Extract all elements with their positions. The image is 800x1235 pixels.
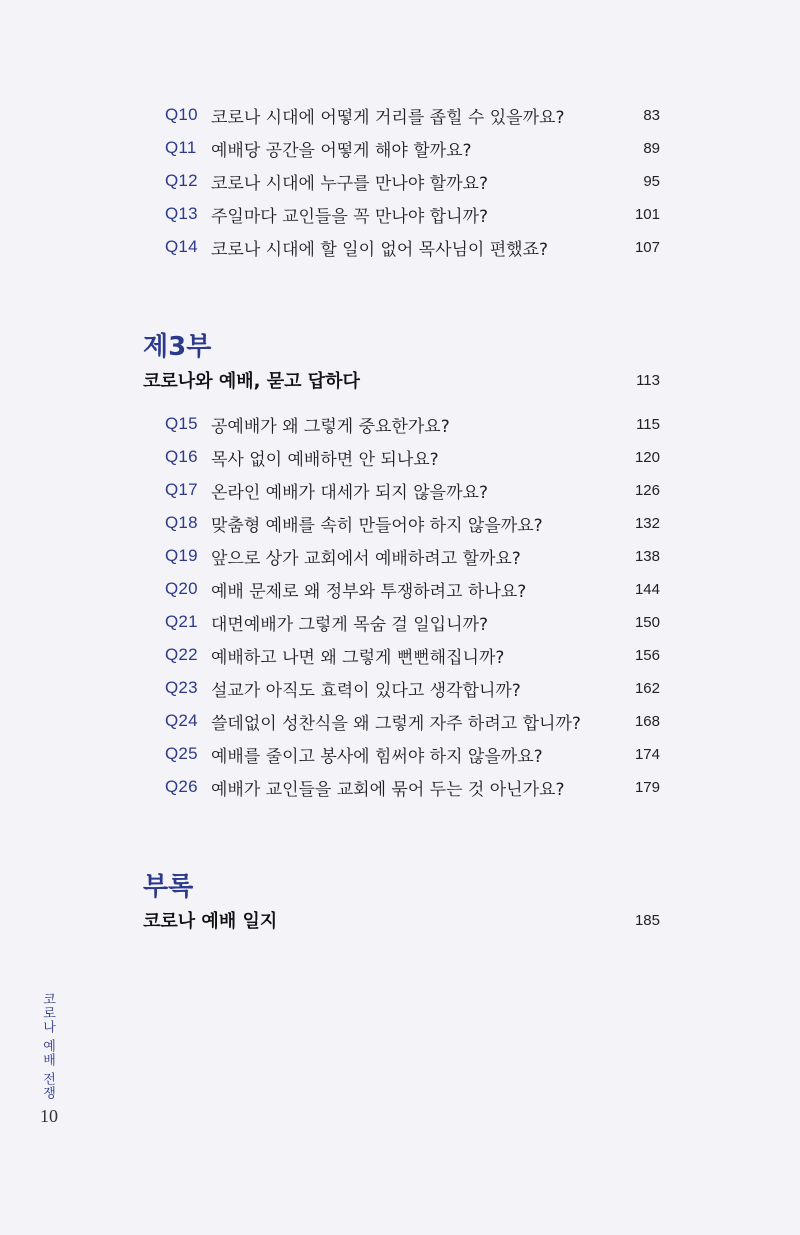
question-number: Q18 bbox=[165, 513, 198, 532]
question-title: 예배 문제로 왜 정부와 투쟁하려고 하나요? bbox=[211, 581, 527, 602]
page-ref: 115 bbox=[636, 415, 660, 433]
question-number: Q19 bbox=[165, 546, 198, 565]
page-ref: 113 bbox=[636, 371, 660, 389]
question-title: 쓸데없이 성찬식을 왜 그렇게 자주 하려고 합니까? bbox=[211, 713, 581, 734]
toc-entry bbox=[165, 773, 660, 801]
question-number: Q11 bbox=[165, 138, 197, 157]
page-ref: 138 bbox=[634, 547, 660, 565]
toc-entry bbox=[165, 608, 660, 636]
question-title: 주일마다 교인들을 꼭 만나야 합니까? bbox=[211, 206, 488, 227]
toc-entry bbox=[165, 200, 660, 228]
question-number: Q10 bbox=[165, 105, 198, 124]
question-title: 예배를 줄이고 봉사에 힘써야 하지 않을까요? bbox=[211, 746, 543, 767]
part-title: 코로나와 예배, 묻고 답하다 bbox=[143, 371, 360, 392]
part-label: 제3부 bbox=[143, 332, 212, 362]
question-title: 예배하고 나면 왜 그렇게 뻔뻔해집니까? bbox=[211, 647, 505, 668]
appendix-title: 코로나 예배 일지 bbox=[143, 911, 278, 932]
question-title: 코로나 시대에 누구를 만나야 할까요? bbox=[211, 173, 488, 194]
toc-entry bbox=[165, 542, 660, 570]
toc-entry bbox=[165, 575, 660, 603]
question-number: Q12 bbox=[165, 171, 198, 190]
toc-entry bbox=[165, 134, 660, 162]
toc-entry bbox=[165, 476, 660, 504]
question-number: Q17 bbox=[165, 480, 198, 499]
question-number: Q23 bbox=[165, 678, 198, 697]
question-number: Q16 bbox=[165, 447, 198, 466]
page-ref: 185 bbox=[634, 911, 660, 929]
page-ref: 174 bbox=[634, 745, 660, 763]
toc-entry bbox=[165, 410, 660, 438]
page-ref: 107 bbox=[634, 238, 660, 256]
toc-entry bbox=[165, 167, 660, 195]
page-ref: 156 bbox=[634, 646, 660, 664]
question-number: Q25 bbox=[165, 744, 198, 763]
page-ref: 132 bbox=[634, 514, 660, 532]
page-ref: 83 bbox=[643, 106, 660, 124]
toc-entry bbox=[165, 707, 660, 735]
question-title: 온라인 예배가 대세가 되지 않을까요? bbox=[211, 482, 488, 503]
question-title: 설교가 아직도 효력이 있다고 생각합니까? bbox=[211, 680, 521, 701]
question-title: 맞춤형 예배를 속히 만들어야 하지 않을까요? bbox=[211, 515, 543, 536]
question-title: 공예배가 왜 그렇게 중요한가요? bbox=[211, 416, 450, 437]
question-title: 목사 없이 예배하면 안 되나요? bbox=[211, 449, 439, 470]
toc-entry bbox=[165, 233, 660, 261]
toc-entry bbox=[165, 509, 660, 537]
question-number: Q15 bbox=[165, 414, 198, 433]
question-number: Q14 bbox=[165, 237, 198, 256]
appendix-heading bbox=[143, 906, 660, 934]
page-ref: 95 bbox=[643, 172, 660, 190]
question-title: 앞으로 상가 교회에서 예배하려고 할까요? bbox=[211, 548, 521, 569]
toc-entry bbox=[165, 674, 660, 702]
page-ref: 162 bbox=[634, 679, 660, 697]
part-heading bbox=[143, 366, 660, 394]
question-number: Q21 bbox=[165, 612, 198, 631]
question-number: Q26 bbox=[165, 777, 198, 796]
question-title: 대면예배가 그렇게 목숨 걸 일입니까? bbox=[211, 614, 488, 635]
question-number: Q20 bbox=[165, 579, 198, 598]
question-number: Q13 bbox=[165, 204, 198, 223]
question-title: 예배당 공간을 어떻게 해야 할까요? bbox=[211, 140, 472, 161]
toc-entry bbox=[165, 740, 660, 768]
page-ref: 126 bbox=[634, 481, 660, 499]
page-ref: 168 bbox=[634, 712, 660, 730]
appendix-label: 부록 bbox=[143, 872, 194, 902]
question-title: 예배가 교인들을 교회에 묶어 두는 것 아닌가요? bbox=[211, 779, 565, 800]
toc-entry bbox=[165, 443, 660, 471]
page-ref: 150 bbox=[634, 613, 660, 631]
question-number: Q22 bbox=[165, 645, 198, 664]
question-number: Q24 bbox=[165, 711, 198, 730]
running-book-title: 코로나 예배 전쟁 bbox=[40, 992, 55, 1101]
page-ref: 144 bbox=[634, 580, 660, 598]
page-ref: 89 bbox=[643, 139, 660, 157]
toc-entry bbox=[165, 101, 660, 129]
page-ref: 101 bbox=[634, 205, 660, 223]
toc-entry bbox=[165, 641, 660, 669]
page-number: 10 bbox=[40, 1106, 58, 1126]
question-title: 코로나 시대에 어떻게 거리를 좁힐 수 있을까요? bbox=[211, 107, 565, 128]
page-ref: 120 bbox=[634, 448, 660, 466]
question-title: 코로나 시대에 할 일이 없어 목사님이 편했죠? bbox=[211, 239, 549, 260]
page-ref: 179 bbox=[634, 778, 660, 796]
